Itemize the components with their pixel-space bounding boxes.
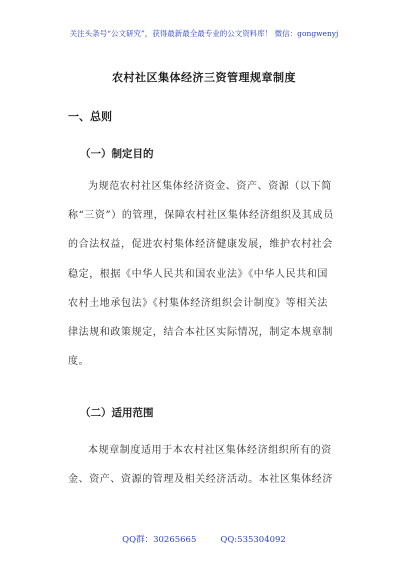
paragraph-line: 金、资产、资源的管理及相关经济活动。本社区集体经济: [68, 474, 333, 486]
qq-group-number: QQ群：30265665: [122, 535, 197, 545]
paragraph-purpose: [68, 172, 342, 376]
paragraph-line: 律法规和政策规定，结合本社区实际情况，制定本规章制: [68, 327, 333, 339]
footer-contact: [0, 533, 408, 545]
paragraph-line: 稳定，根据《中华人民共和国农业法》《中华人民共和国: [68, 268, 328, 280]
subsection-heading-purpose: （一）制定目的: [80, 148, 154, 160]
document-title: 农村社区集体经济三资管理规章制度: [112, 71, 296, 84]
paragraph-line: 称“三资”）的管理，保障农村社区集体经济组织及其成员: [68, 210, 334, 222]
header-notice: 关注头条号“公文研究”，获得最新最全最专业的公文资料库！ 微信：gongwenyj: [69, 29, 339, 38]
paragraph-line: 为规范农村社区集体经济资金、资产、资源（以下简: [88, 181, 332, 192]
section-heading-general: 一、总则: [68, 110, 112, 123]
subsection-heading-scope: （二）适用范围: [80, 407, 154, 419]
qq-number: QQ:535304092: [220, 535, 286, 545]
paragraph-line: 的合法权益，促进农村集体经济健康发展，维护农村社会: [68, 239, 333, 251]
paragraph-line: 农村土地承包法》《村集体经济组织会计制度》等相关法: [68, 297, 328, 309]
paragraph-line: 度。: [68, 356, 90, 368]
paragraph-scope: [68, 436, 342, 494]
paragraph-line: 本规章制度适用于本农村社区集体经济组织所有的资: [88, 445, 332, 456]
